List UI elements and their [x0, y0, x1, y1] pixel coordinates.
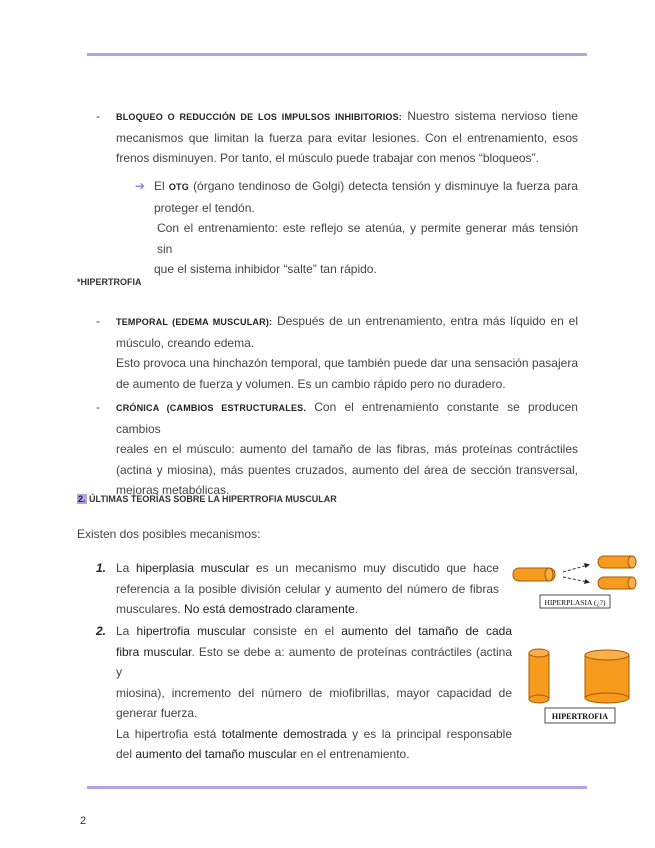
otg-line3: Con el entrenamiento: este reflejo se atenúa, y permite generar más tensión sin: [157, 221, 578, 256]
arrow-icon: ➔: [135, 179, 146, 193]
item1-term: hiperplasia muscular: [135, 561, 250, 575]
item1-strong: No está demostrado claramente: [184, 602, 355, 616]
item2-line3: miosina), incremento del número de miofibrillas, mayor capacidad de: [116, 685, 512, 700]
temporal-line4: de aumento de fuerza y volumen. Es un cambio rápido pero no duradero.: [116, 376, 506, 391]
bloqueo-line3: frenos disminuyen. Por tanto, el músculo puede trabajar con menos “bloqueos”.: [116, 151, 539, 165]
otg-paragraph: [154, 176, 578, 280]
section-heading: [77, 494, 337, 504]
item1-line3-end: .: [354, 602, 359, 616]
section-title: ÚLTIMAS TEORÍAS SOBRE LA HIPERTROFIA MUSCULAR: [89, 494, 337, 504]
item2-term: hipertrofia muscular: [136, 624, 246, 638]
item2-paragraph: [116, 621, 512, 765]
bloqueo-line1: Nuestro sistema nervioso tiene: [407, 109, 578, 123]
hipertrofia-heading: *HIPERTROFIA: [77, 277, 142, 287]
otg-pre: El: [154, 179, 165, 193]
temporal-paragraph: [116, 311, 578, 394]
bullet-dash: -: [96, 109, 100, 123]
list-number: 1.: [96, 561, 107, 575]
cronica-title: CRÓNICA (CAMBIOS ESTRUCTURALES.: [116, 403, 307, 413]
bottom-rule: [87, 786, 587, 789]
intro-text: Existen dos posibles mecanismos:: [77, 527, 261, 541]
cronica-line4: mejoras metabólicas.: [116, 483, 230, 497]
item1-pre: La: [116, 561, 130, 575]
top-rule: [87, 53, 587, 56]
hipertrofia-figure: [520, 645, 640, 729]
hiperplasia-cylinder-top: [598, 556, 636, 568]
item2-line5-pre: La hipertrofia está: [116, 726, 217, 741]
hipertrofia-cylinder-thin: [529, 649, 549, 703]
bloqueo-title: BLOQUEO O REDUCCIÓN DE LOS IMPULSOS INHIBITORIOS:: [116, 112, 402, 122]
item2-line5-rest: y es la principal responsable: [352, 726, 513, 741]
hiperplasia-cylinder-left: [513, 568, 555, 581]
bullet-dash: -: [96, 400, 100, 414]
cronica-paragraph: [116, 397, 578, 501]
list-number: 2.: [96, 624, 107, 638]
bloqueo-paragraph: [116, 106, 578, 169]
otg-line2: proteger el tendón.: [154, 200, 255, 215]
temporal-line3: Esto provoca una hinchazón temporal, que también puede dar una sensación pasajera: [116, 356, 578, 370]
item2-line6-rest: en el entrenamiento.: [300, 747, 410, 761]
item2-mid: consiste en el: [252, 624, 335, 638]
otg-line1: (órgano tendinoso de Golgi) detecta tensión y disminuye la fuerza para: [193, 179, 578, 193]
item1-paragraph: [116, 558, 499, 620]
temporal-line1: Después de un entrenamiento, entra más líquido en el: [277, 314, 578, 328]
otg-abbr: OTG: [168, 182, 189, 192]
cronica-line1: Con el entrenamiento constante se producen cambios: [116, 400, 578, 436]
bullet-dash: -: [96, 314, 100, 328]
item2-strong1: totalmente demostrada: [221, 726, 347, 741]
item2-term3: fibra muscular: [116, 644, 192, 659]
page-number: 2: [80, 815, 87, 827]
hiperplasia-cylinder-bottom: [598, 577, 636, 589]
hiperplasia-label: HIPERPLASIA (¿?): [544, 598, 606, 607]
hiperplasia-figure: [508, 550, 643, 612]
item2-line2: . Esto se debe a: aumento de proteínas contráctiles (actina y: [116, 644, 512, 679]
item2-pre: La: [116, 624, 130, 638]
cronica-line3: (actina y miosina), más puentes cruzados, aumento del área de sección transversal,: [116, 462, 578, 477]
hipertrofia-label: HIPERTROFIA: [551, 712, 609, 721]
item1-line1: es un mecanismo muy discutido que hace: [255, 561, 499, 575]
item1-line3-pre: musculares.: [116, 602, 181, 616]
item2-strong2: aumento del tamaño muscular: [135, 747, 297, 761]
section-number: 2.: [78, 494, 86, 504]
temporal-line2: músculo, creando edema.: [116, 335, 255, 350]
temporal-title: TEMPORAL (EDEMA MUSCULAR):: [116, 317, 273, 327]
split-arrows-icon: [563, 563, 590, 584]
item2-line6-pre: del: [116, 747, 133, 761]
item2-term2: aumento del tamaño de cada: [341, 624, 513, 638]
hipertrofia-cylinder-thick: [585, 650, 629, 703]
cronica-line2: reales en el músculo: aumento del tamaño de las fibras, más proteínas contráctiles: [116, 442, 578, 456]
otg-line4: que el sistema inhibidor “salte” tan rápido.: [154, 262, 377, 276]
bloqueo-line2: mecanismos que limitan la fuerza para evitar lesiones. Con el entrenamiento, esos: [116, 130, 578, 145]
item1-line2: referencia a la posible división celular y aumento del número de fibras: [116, 581, 499, 596]
item2-line4: generar fuerza.: [116, 706, 198, 720]
